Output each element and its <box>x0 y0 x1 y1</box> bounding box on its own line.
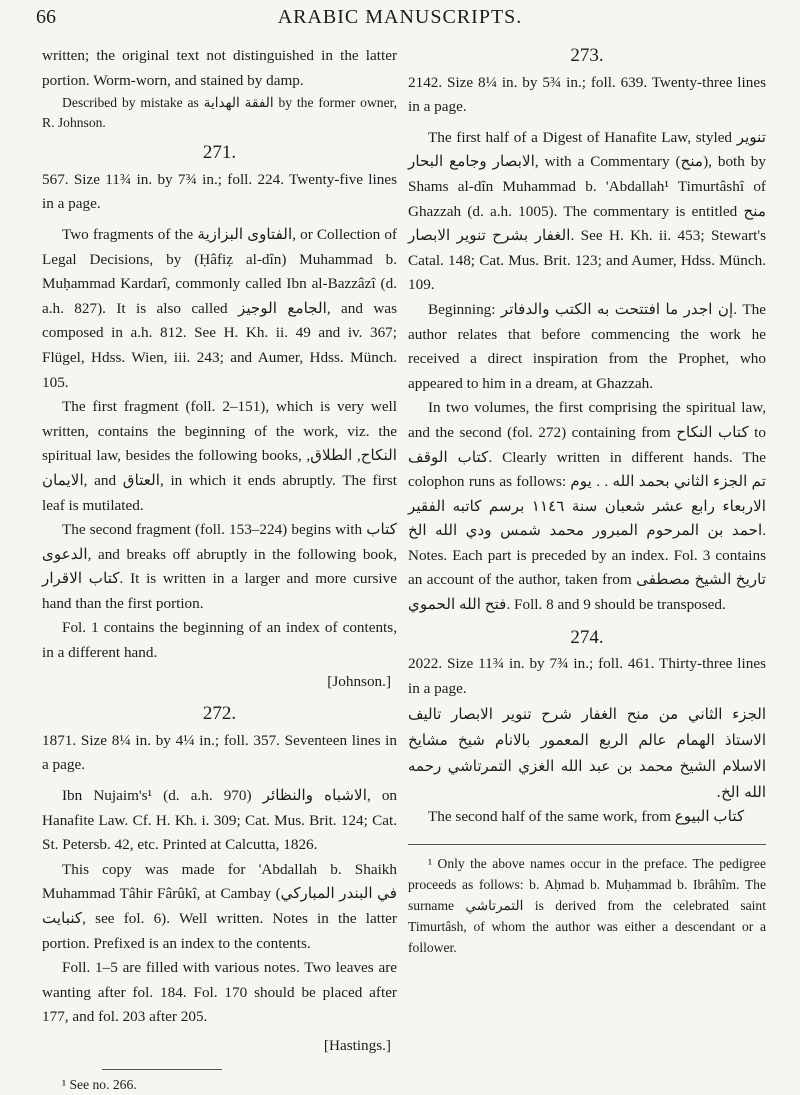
entry-272-para-1: Ibn Nujaim's¹ (d. a.h. 970) الاشباه والنظائر, on Hanafite Law. Cf. H. Kh. i. 309; Cat. Mus. Brit. 124; Cat. St. Petersb. 42, etc. Printed at Calcutta, 1826. <box>42 787 398 854</box>
entry-272-para-2: This copy was made for 'Abdallah b. Shaikh Muhammad Tâhir Fârûkî, at Cambay (في البندر المباركي كنبايت, see fol. 6). Well written. Notes in the latter portion. Prefixed is an index to the contents. <box>42 860 397 952</box>
entry-274-para-2: The second half of the same work, from كتاب البيوع <box>428 808 745 826</box>
entry-271-size: 567. Size 11¾ in. by 7¾ in.; foll. 224. Twenty-five lines in a page. <box>42 170 397 213</box>
entry-274-arabic-text: الجزء الثاني من منح الغفار شرح تنوير الابصار تاليف الاستاذ الهمام عالم الربع المعمور بالانام شيخ مشايخ الاسلام الشيخ محمد بن عبد الله الغزي التمرتاشي رحمه الله الخ. <box>408 705 766 802</box>
entry-number-274: 274. <box>570 626 604 648</box>
entry-271-para-2: The first fragment (foll. 2–151), which is very well written, contains the beginning of the work, viz. the spiritual law, besides the following books, النكاح, الطلاق, الايمان, and العتاق, in which it ends abruptly. The first leaf is mutilated. <box>42 398 397 514</box>
entry-271-para-3: The second fragment (foll. 153–224) begins with كتاب الدعوى, and breaks off abruptly in the following book, كتاب الاقرار. It is written in a larger and more cursive hand than the first portion. <box>42 521 397 612</box>
entry-272-para-3: Foll. 1–5 are filled with various notes. Two leaves are wanting after fol. 184. Fol. 170 should be placed after 177, and fol. 203 after 205. <box>42 959 397 1026</box>
entry-number-273: 273. <box>570 45 604 66</box>
entry-number-272: 272. <box>202 703 237 725</box>
page-header <box>0 6 800 34</box>
left-footnote: ¹ See no. 266. <box>62 1076 137 1092</box>
right-footnote: ¹ Only the above names occur in the preface. The pedigree proceeds as follows: b. Aḥmad b. Muḥammad b. Ibrâhîm. The surname التمرتاشي is derived from the celebrated saint Timurtâsh, of whom the author was either a descendant or a follower. <box>408 856 766 956</box>
footnote-rule <box>102 1069 222 1070</box>
entry-272-signature: [Hastings.] <box>323 1036 391 1054</box>
described-note: Described by mistake as الفقة الهداية by the former owner, R. Johnson. <box>42 95 397 131</box>
entry-272-size: 1871. Size 8¼ in. by 4¼ in.; foll. 357. Seventeen lines in a page. <box>42 731 397 774</box>
footnote-rule <box>408 844 766 845</box>
entry-271-para-4: Fol. 1 contains the beginning of an index of contents, in a different hand. <box>42 619 397 662</box>
running-head: ARABIC MANUSCRIPTS. <box>277 6 523 28</box>
entry-273-para-1: The first half of a Digest of Hanafite Law, styled تنوير الابصار وجامع البحار, with a Commentary (منح), both by Shams al-dîn Muhammad b. 'Abdallah¹ Timurtâshî of Ghazzah (d. a.h. 1005). The commentary is entitled منح الغفار بشرح تنوير الابصار. See H. Kh. ii. 453; Stewart's Catal. 148; Cat. Mus. Brit. 123; and Aumer, Hdss. Münch. 109. <box>408 128 766 294</box>
right-column <box>408 44 766 958</box>
entry-271-para-1: Two fragments of the الفتاوى البزازية, or Collection of Legal Decisions, by (Ḥâfiẓ al-dîn) Muhammad b. Muḥammad Kardarî, commonly called Ibn al-Bazzâzî (d. a.h. 827). It is also called الجامع الوجيز, and was composed in a.h. 812. See H. Kh. ii. 49 and iv. 367; Flügel, Hdss. Wien, iii. 243; and Aumer, Hdss. Münch. 105. <box>42 225 397 391</box>
entry-number-271: 271. <box>202 142 237 164</box>
entry-273-para-2: Beginning: إن اجدر ما افتتحت به الكتب والدفاتر. The author relates that before commencing the work he received a direct inspiration from the Prophet, who appeared to him in a dream, at Ghazzah. <box>408 300 766 392</box>
entry-273-size: 2142. Size 8¼ in. by 5¾ in.; foll. 639. Twenty-three lines in a page. <box>408 73 766 116</box>
intro-text: written; the original text not distinguished in the latter portion. Worm-worn, and stained by damp. <box>42 47 397 89</box>
entry-273-para-3: In two volumes, the first comprising the spiritual law, and the second (fol. 272) containing from كتاب النكاح to كتاب الوقف. Clearly written in different hands. The colophon runs as follows: تم الجزء الثاني بحمد الله . . يوم الاربعاء رابع عشر شعبان سنة ١١٤٦ برسم كاتبه الفقير احمد بن المرحوم المبرور محمد شمس ودي الله الخ. Notes. Each part is preceded by an index. Fol. 3 contains an account of the author, taken from تاريخ الشيخ مصطفى فتح الله الحموي. Foll. 8 and 9 should be transposed. <box>408 399 766 614</box>
left-column <box>42 44 397 1095</box>
entry-274-size: 2022. Size 11¾ in. by 7¾ in.; foll. 461. Thirty-three lines in a page. <box>408 655 766 697</box>
entry-271-signature: [Johnson.] <box>327 672 391 690</box>
page-number: 66 <box>36 6 56 28</box>
